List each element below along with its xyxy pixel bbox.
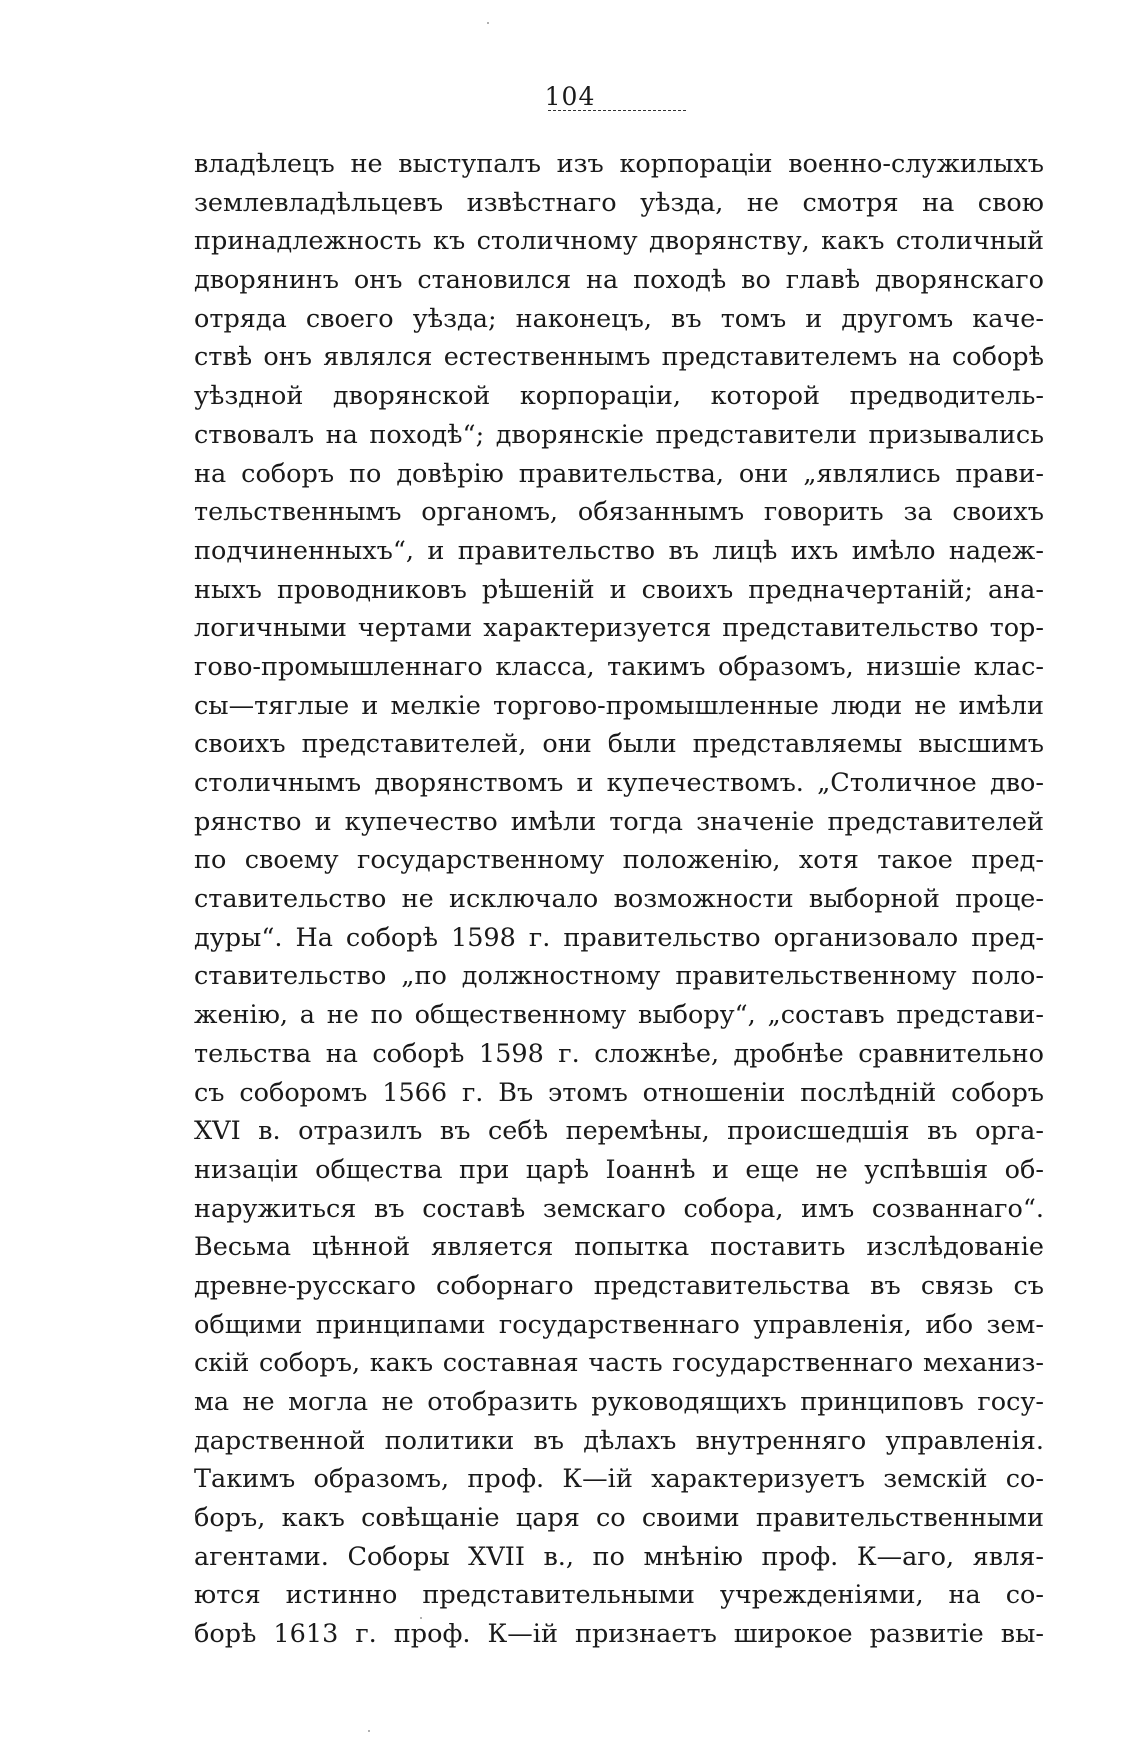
page-number-rule (548, 110, 686, 111)
text-line: владѣлецъ не выступалъ изъ корпораціи военно-служилыхъ (194, 149, 1044, 179)
text-line: XVI в. отразилъ въ себѣ перемѣны, происшедшія въ орга- (194, 1116, 1044, 1147)
text-line: общими принципами государственнаго управленія, ибо зем- (194, 1309, 1044, 1340)
text-line: своихъ представителей, они были представляемы высшимъ (194, 729, 1044, 760)
text-line: рянство и купечество имѣли тогда значеніе представителей (194, 806, 1044, 837)
scan-speck (420, 1617, 422, 1619)
text-line: ма не могла не отобразить руководящихъ принциповъ госу- (194, 1387, 1044, 1417)
text-line: ныхъ проводниковъ рѣшеній и своихъ предначертаній; ана- (194, 574, 1044, 605)
scan-speck (368, 1730, 370, 1732)
text-line: ставительство не исключало возможности выборной проце- (194, 884, 1044, 915)
text-line: отряда своего уѣзда; наконецъ, въ томъ и другомъ каче- (194, 303, 1044, 334)
text-line: уѣздной дворянской корпораціи, которой предводитель- (194, 381, 1044, 412)
text-line: съ соборомъ 1566 г. Въ этомъ отношеніи послѣдній соборъ (194, 1077, 1044, 1108)
text-line: боръ, какъ совѣщаніе царя со своими правительственными (194, 1503, 1044, 1534)
text-line: землевладѣльцевъ извѣстнаго уѣзда, не смотря на свою (194, 187, 1044, 218)
text-line: логичными чертами характеризуется представительство тор- (194, 613, 1044, 644)
text-line: борѣ 1613 г. проф. К—ій признаетъ широкое развитіе вы- (194, 1619, 1044, 1650)
text-line: подчиненныхъ“, и правительство въ лицѣ ихъ имѣло надеж- (194, 535, 1044, 566)
text-line: принадлежность къ столичному дворянству, какъ столичный (194, 226, 1044, 257)
text-line: по своему государственному положенію, хотя такое пред- (194, 845, 1044, 876)
text-line: ствовалъ на походѣ“; дворянскіе представители призывались (194, 419, 1044, 450)
page-number: 104 (544, 82, 596, 111)
text-line: древне-русскаго соборнаго представительства въ связь съ (194, 1270, 1044, 1301)
text-line: гово-промышленнаго класса, такимъ образомъ, низшіе клас- (194, 651, 1044, 682)
text-line: дарственной политики въ дѣлахъ внутренняго управленія. (194, 1425, 1044, 1456)
text-line: ствѣ онъ являлся естественнымъ представителемъ на соборѣ (194, 342, 1044, 373)
text-line: на соборъ по довѣрію правительства, они „являлись прави- (194, 458, 1044, 489)
text-line: тельственнымъ органомъ, обязаннымъ говорить за своихъ (194, 497, 1044, 528)
text-line: столичнымъ дворянствомъ и купечествомъ. „Столичное дво- (194, 768, 1044, 798)
text-line: ются истинно представительными учрежденіями, на со- (194, 1580, 1044, 1611)
text-line: дуры“. На соборѣ 1598 г. правительство организовало пред- (194, 922, 1044, 953)
body-text (194, 145, 1044, 1654)
text-line: Такимъ образомъ, проф. К—ій характеризуетъ земскій со- (194, 1464, 1044, 1495)
text-line: ставительство „по должностному правительственному поло- (194, 961, 1044, 992)
text-line: Весьма цѣнной является попытка поставить изслѣдованіе (194, 1232, 1044, 1263)
text-line: скій соборъ, какъ составная часть государственнаго механиз- (194, 1348, 1044, 1379)
text-line: сы—тяглые и мелкіе торгово-промышленные люди не имѣли (194, 690, 1044, 721)
text-line: низаціи общества при царѣ Іоаннѣ и еще не успѣвшія об- (194, 1154, 1044, 1185)
text-line: дворянинъ онъ становился на походѣ во главѣ дворянскаго (194, 265, 1044, 296)
text-line: женію, а не по общественному выбору“, „составъ представи- (194, 1000, 1044, 1031)
text-line: агентами. Соборы XVII в., по мнѣнію проф. К—аго, явля- (194, 1541, 1044, 1572)
text-line: наружиться въ составѣ земскаго собора, имъ созваннаго“. (194, 1193, 1044, 1224)
text-line: тельства на соборѣ 1598 г. сложнѣе, дробнѣе сравнительно (194, 1038, 1044, 1069)
scan-speck (487, 22, 489, 24)
